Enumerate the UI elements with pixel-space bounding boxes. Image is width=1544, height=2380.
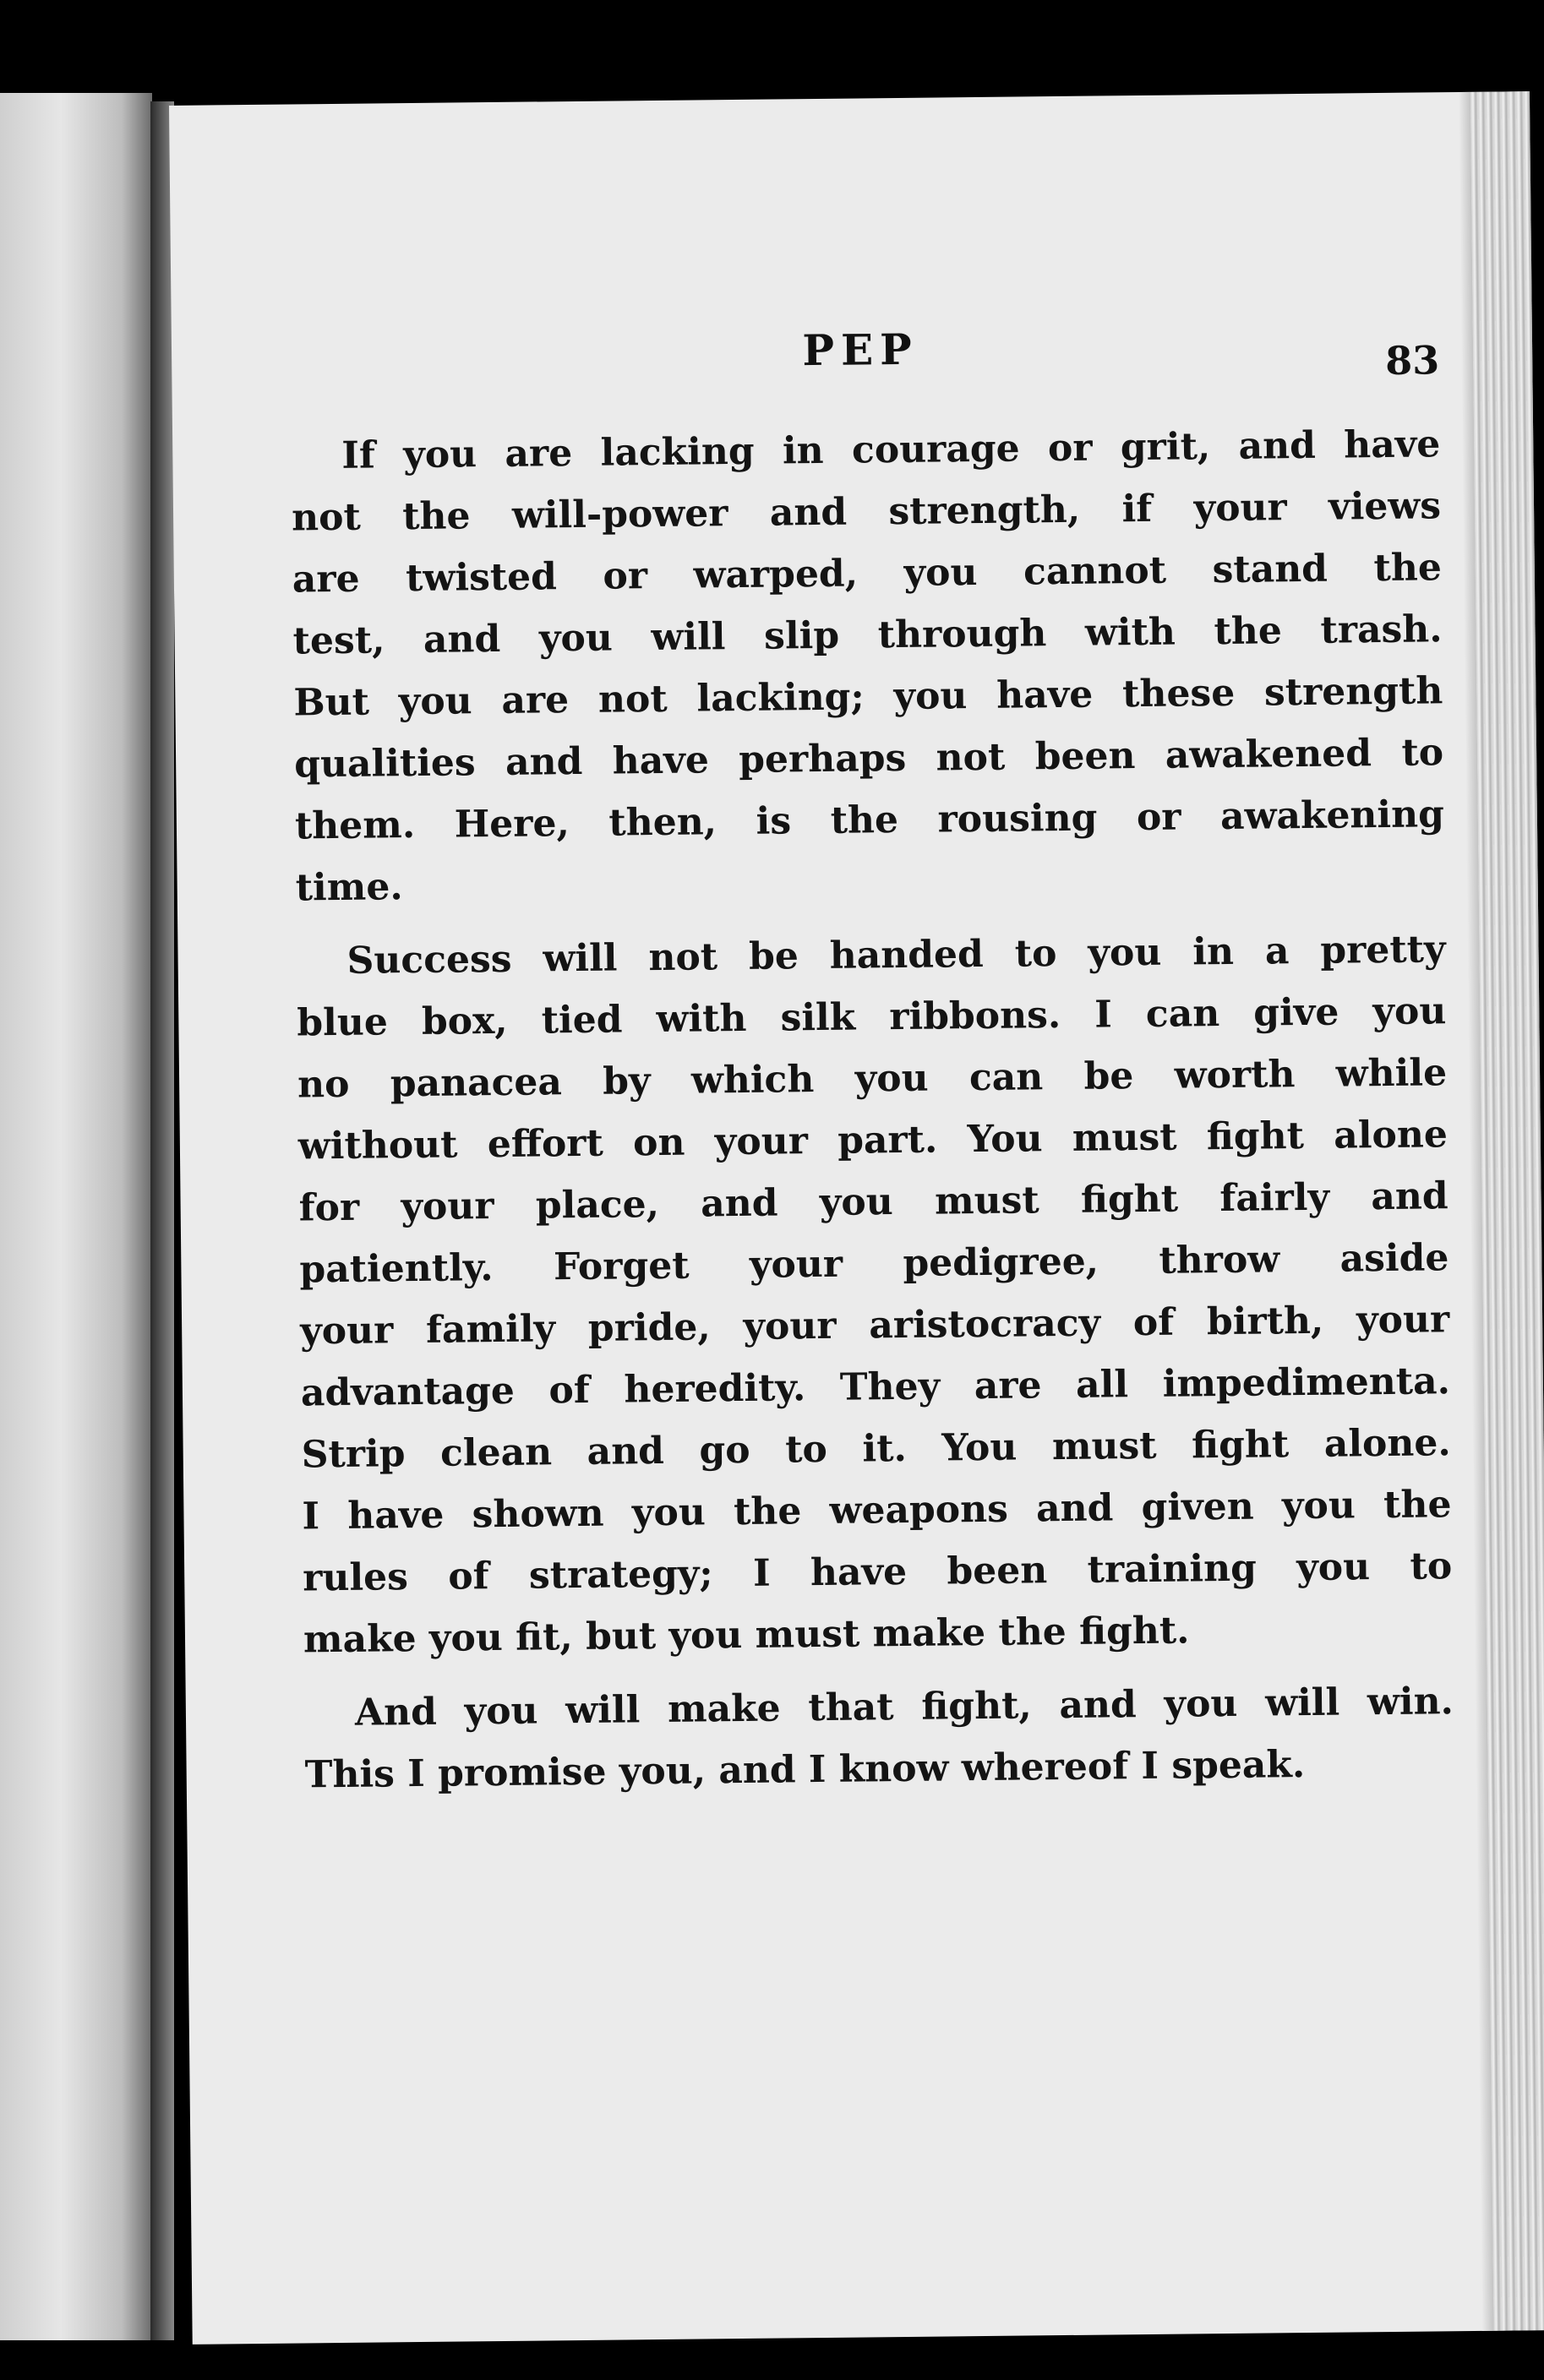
book-page — [169, 91, 1544, 2345]
book-gutter — [150, 101, 174, 2340]
text-line: without effort on your part. You must fight alone — [297, 1113, 1449, 1168]
paragraph — [291, 413, 1445, 918]
text-line: I have shown you the weapons and given you the — [302, 1483, 1452, 1539]
text-line: test, and you will slip through with the trash. — [292, 607, 1443, 663]
text-line: make you fit, but you must make the fight. — [303, 1609, 1190, 1662]
text-line: Strip clean and go to it. You must fight alone. — [301, 1421, 1451, 1477]
text-line: for your place, and you must fight fairly and — [298, 1174, 1449, 1230]
text-line: blue box, tied with silk ribbons. I can give you — [297, 989, 1447, 1045]
page-number: 83 — [1384, 337, 1440, 384]
text-line: If you are lacking in courage or grit, and have — [341, 422, 1441, 477]
text-line: time. — [295, 865, 403, 910]
text-line: your family pride, your aristocracy of birth, your — [299, 1298, 1450, 1353]
text-line: advantage of heredity. They are all impedimenta. — [300, 1359, 1451, 1415]
text-line: no panacea by which you can be worth while — [297, 1051, 1448, 1107]
text-line: But you are not lacking; you have these strength — [293, 669, 1443, 725]
paragraph — [296, 918, 1453, 1670]
text-line: rules of strategy; I have been training you to — [302, 1544, 1453, 1600]
text-line: This I promise you, and I know whereof I speak. — [304, 1743, 1306, 1797]
text-line: Success will not be handed to you in a pretty — [346, 928, 1446, 983]
facing-page-edge — [0, 93, 152, 2340]
paragraph — [304, 1670, 1454, 1805]
text-line: qualities and have perhaps not been awakened to — [293, 731, 1444, 787]
page-header — [281, 319, 1440, 398]
text-line: And you will make that fight, and you will win. — [354, 1680, 1454, 1735]
running-head: PEP — [802, 324, 919, 376]
text-line: them. Here, then, is the rousing or awakening — [294, 792, 1445, 848]
text-line: are twisted or warped, you cannot stand the — [292, 546, 1443, 602]
text-line: not the will-power and strength, if your views — [291, 484, 1442, 540]
text-line: patiently. Forget your pedigree, throw aside — [299, 1236, 1449, 1292]
page-body — [291, 413, 1454, 1817]
